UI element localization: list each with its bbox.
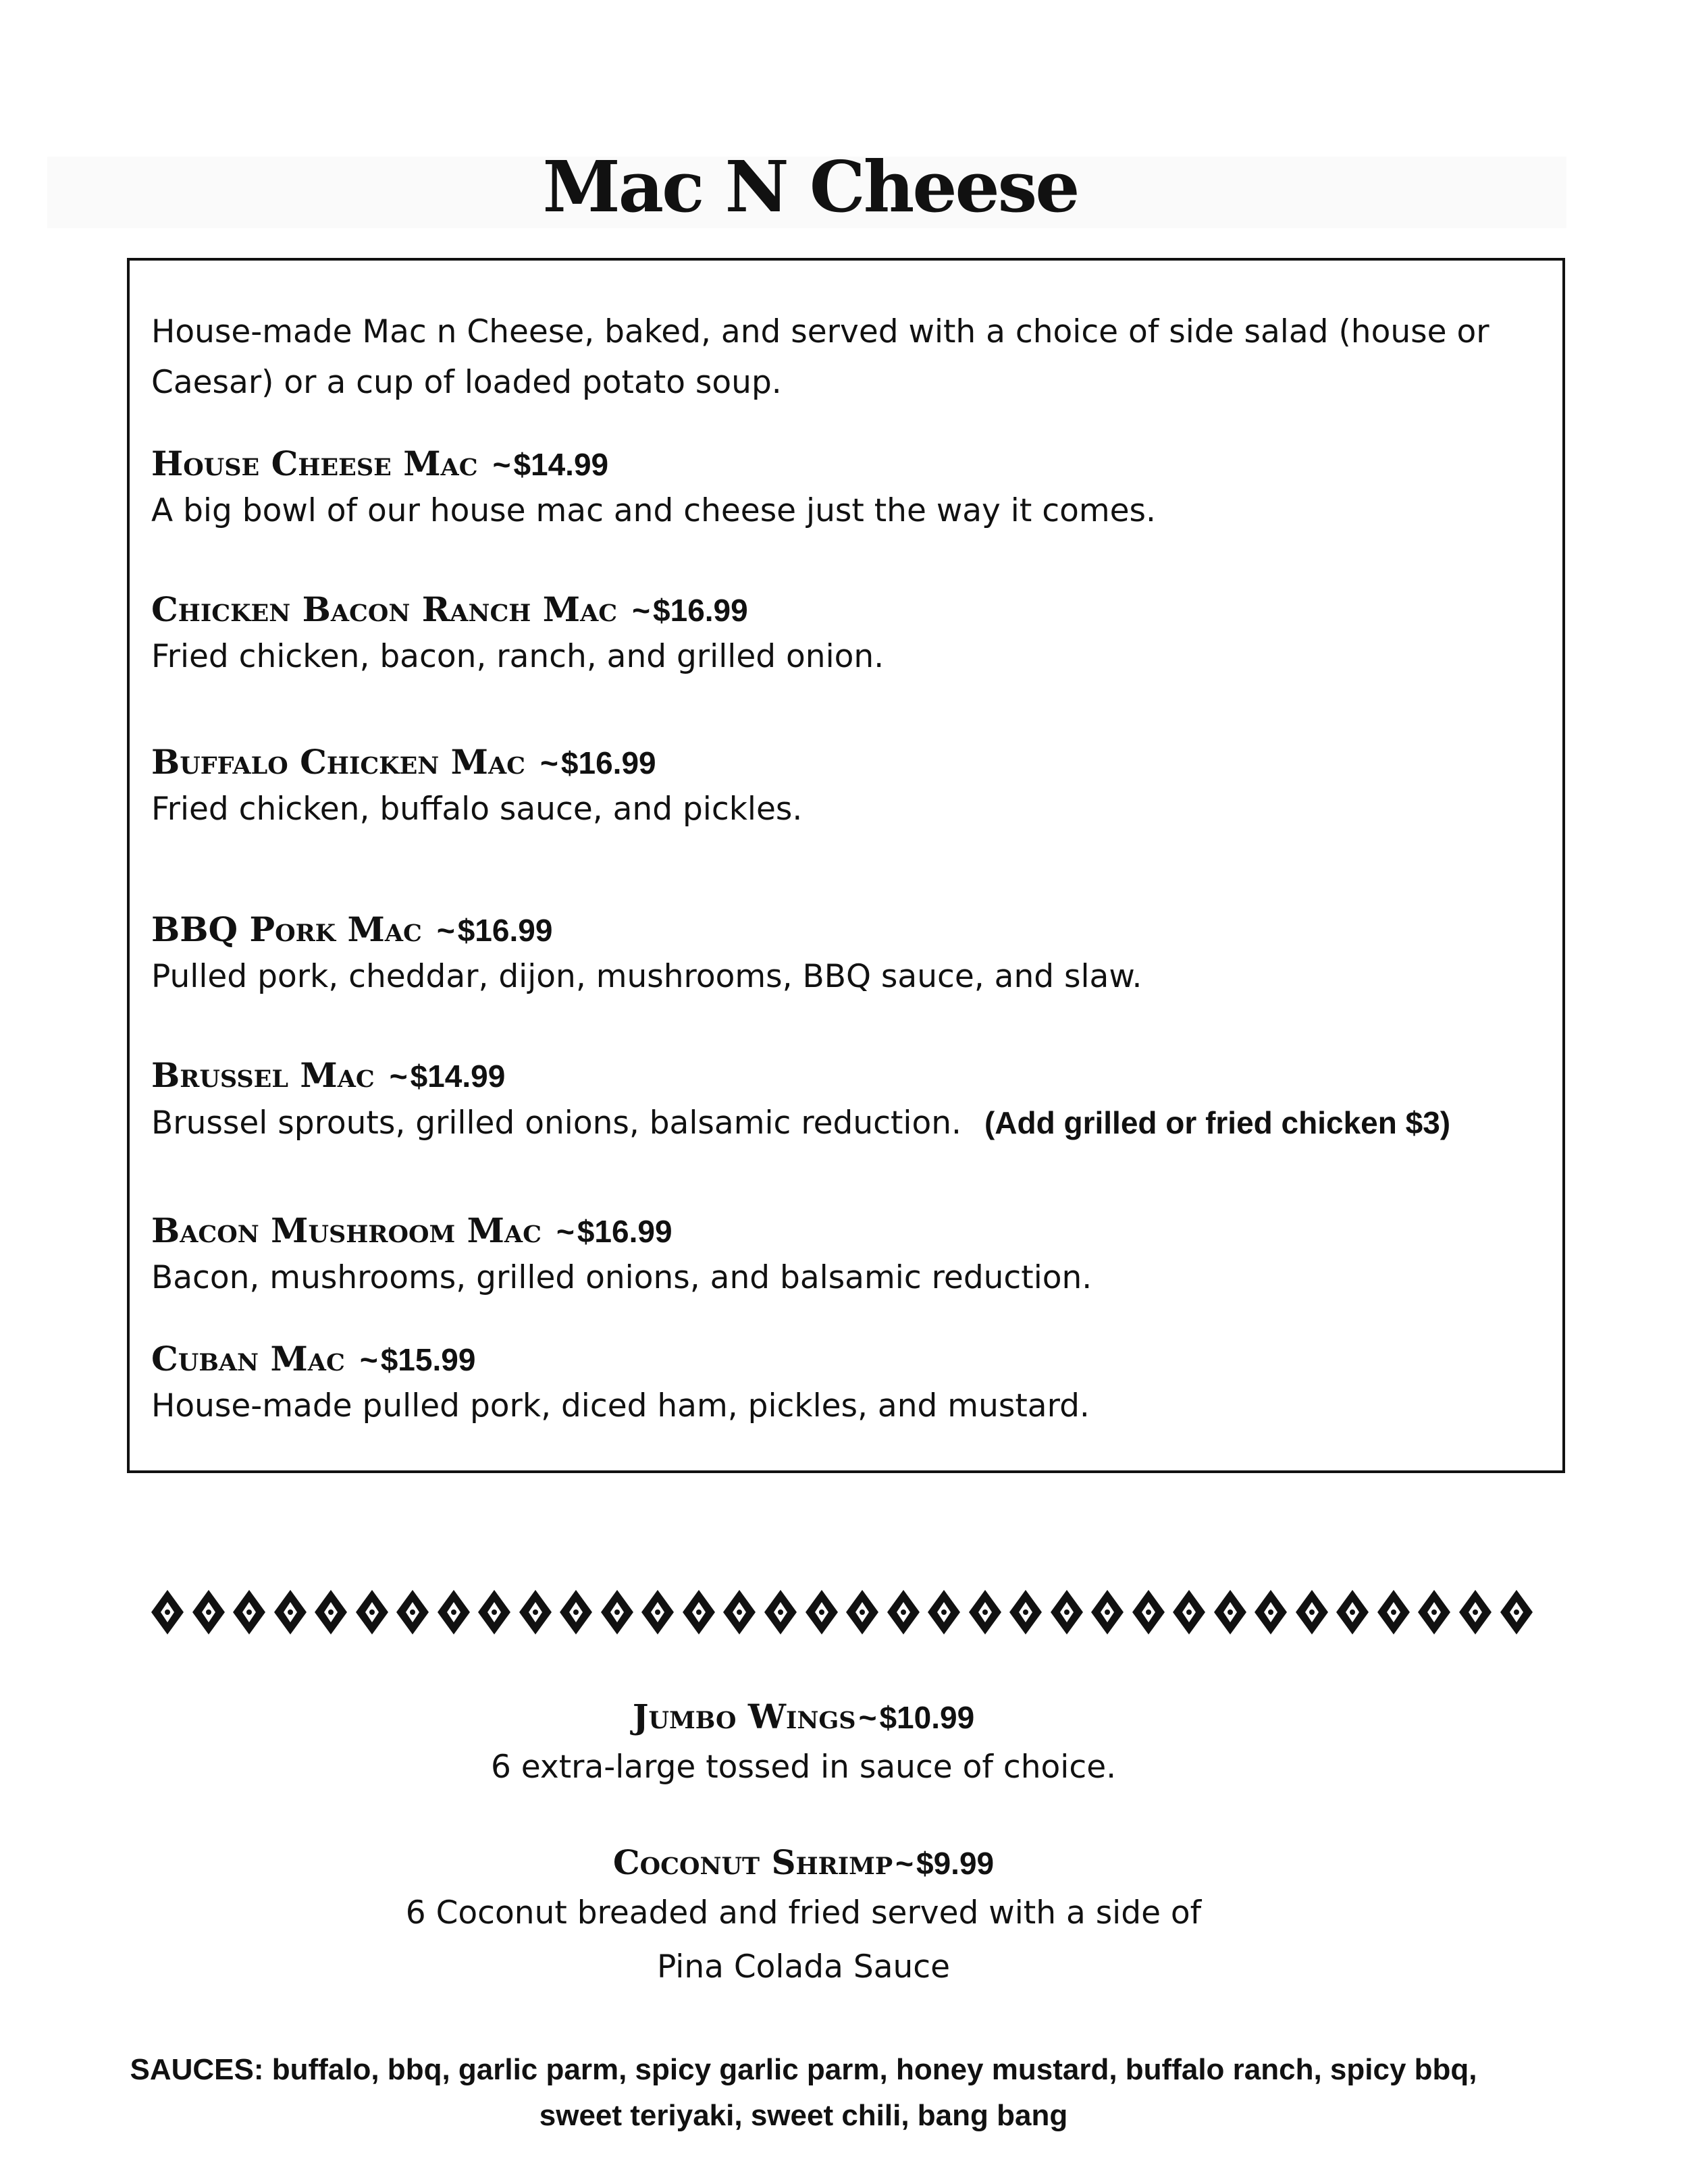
- diamond-ornament-icon: [150, 1589, 185, 1636]
- item-separator: ~: [436, 913, 455, 948]
- item-description: Pina Colada Sauce: [656, 1948, 951, 1986]
- item-price: $16.99: [577, 1214, 672, 1249]
- diamond-ornament-icon: [1499, 1589, 1534, 1636]
- item-description: Fried chicken, buffalo sauce, and pickles.: [151, 791, 803, 828]
- item-price: $16.99: [653, 593, 748, 628]
- diamond-ornament-icon: [191, 1589, 226, 1636]
- diamond-ornament-icon: [354, 1589, 390, 1636]
- item-name: Coconut Shrimp: [612, 1842, 893, 1882]
- item-separator: ~: [858, 1700, 877, 1735]
- item-name: Jumbo Wings: [632, 1697, 856, 1736]
- diamond-ornament-icon: [518, 1589, 553, 1636]
- item-separator: ~: [359, 1342, 378, 1377]
- item-price: $14.99: [410, 1059, 506, 1094]
- sauces-line: SAUCES: buffalo, bbq, garlic parm, spicy garlic parm, honey mustard, buffalo ranch, spicy bbq,: [130, 2053, 1477, 2086]
- item-note: (Add grilled or fried chicken $3): [984, 1105, 1451, 1140]
- menu-item: [151, 586, 1542, 681]
- item-name: Brussel Mac: [151, 1055, 375, 1095]
- sauces-line: sweet teriyaki, sweet chili, bang bang: [539, 2099, 1068, 2132]
- sauces-list: [0, 2047, 1607, 2139]
- item-description: A big bowl of our house mac and cheese just the way it comes.: [151, 492, 1156, 529]
- diamond-ornament-icon: [1335, 1589, 1370, 1636]
- intro-text: House-made Mac n Cheese, baked, and served with a choice of side salad (house or Caesar) or a cup of loaded potato soup.: [151, 313, 1489, 401]
- diamond-ornament-icon: [1090, 1589, 1125, 1636]
- diamond-ornament-icon: [313, 1589, 348, 1636]
- diamond-ornament-icon: [722, 1589, 757, 1636]
- diamond-divider: [150, 1585, 1534, 1639]
- item-price: $15.99: [380, 1342, 476, 1377]
- diamond-ornament-icon: [232, 1589, 267, 1636]
- item-separator: ~: [492, 447, 511, 482]
- item-separator: ~: [632, 593, 651, 628]
- item-price: $16.99: [560, 745, 656, 780]
- item-description: 6 Coconut breaded and fried served with a side of: [405, 1894, 1202, 1932]
- menu-item: [151, 1207, 1542, 1302]
- menu-item: [151, 1052, 1542, 1154]
- item-description: Pulled pork, cheddar, dijon, mushrooms, BBQ sauce, and slaw.: [151, 958, 1142, 995]
- diamond-ornament-icon: [600, 1589, 635, 1636]
- diamond-ornament-icon: [1253, 1589, 1288, 1636]
- item-name: Chicken Bacon Ranch Mac: [151, 589, 618, 629]
- item-separator: ~: [556, 1214, 575, 1249]
- item-name: House Cheese Mac: [151, 444, 478, 483]
- item-description: House-made pulled pork, diced ham, pickles, and mustard.: [151, 1387, 1090, 1424]
- diamond-ornament-icon: [1458, 1589, 1493, 1636]
- item-name: BBQ Pork Mac: [151, 909, 422, 949]
- menu-item: [151, 739, 1542, 833]
- item-separator: ~: [895, 1846, 914, 1881]
- item-separator: ~: [540, 745, 558, 780]
- diamond-ornament-icon: [845, 1589, 880, 1636]
- diamond-ornament-icon: [1131, 1589, 1166, 1636]
- item-name: Buffalo Chicken Mac: [151, 742, 526, 782]
- diamond-ornament-icon: [1008, 1589, 1043, 1636]
- item-price: $10.99: [879, 1700, 975, 1735]
- menu-item: [151, 440, 1542, 535]
- item-price: $9.99: [916, 1846, 995, 1881]
- item-price: $16.99: [457, 913, 553, 948]
- menu-item: [151, 906, 1542, 1001]
- diamond-ornament-icon: [1294, 1589, 1329, 1636]
- diamond-ornament-icon: [926, 1589, 961, 1636]
- item-separator: ~: [389, 1059, 408, 1094]
- diamond-ornament-icon: [558, 1589, 594, 1636]
- diamond-ornament-icon: [1171, 1589, 1207, 1636]
- item-description: Fried chicken, bacon, ranch, and grilled onion.: [151, 638, 885, 675]
- item-price: $14.99: [513, 447, 609, 482]
- diamond-ornament-icon: [273, 1589, 308, 1636]
- extra-item: [0, 1693, 1607, 1794]
- mac-menu-box: [127, 258, 1565, 1473]
- diamond-ornament-icon: [477, 1589, 512, 1636]
- diamond-ornament-icon: [1417, 1589, 1452, 1636]
- diamond-ornament-icon: [1213, 1589, 1248, 1636]
- diamond-ornament-icon: [1376, 1589, 1411, 1636]
- page-title: Mac N Cheese: [542, 145, 1078, 228]
- extra-item: [0, 1839, 1607, 1994]
- diamond-ornament-icon: [681, 1589, 716, 1636]
- diamond-ornament-icon: [640, 1589, 675, 1636]
- item-name: Cuban Mac: [151, 1339, 345, 1379]
- diamond-ornament-icon: [395, 1589, 430, 1636]
- item-name: Bacon Mushroom Mac: [151, 1210, 542, 1250]
- diamond-ornament-icon: [1049, 1589, 1084, 1636]
- item-description: 6 extra-large tossed in sauce of choice.: [490, 1749, 1117, 1786]
- diamond-ornament-icon: [763, 1589, 798, 1636]
- item-description: Brussel sprouts, grilled onions, balsamic reduction.: [151, 1104, 961, 1142]
- diamond-ornament-icon: [804, 1589, 839, 1636]
- item-description: Bacon, mushrooms, grilled onions, and balsamic reduction.: [151, 1259, 1092, 1296]
- diamond-ornament-icon: [968, 1589, 1003, 1636]
- diamond-ornament-icon: [886, 1589, 921, 1636]
- menu-item: [151, 1335, 1542, 1430]
- diamond-ornament-icon: [436, 1589, 471, 1636]
